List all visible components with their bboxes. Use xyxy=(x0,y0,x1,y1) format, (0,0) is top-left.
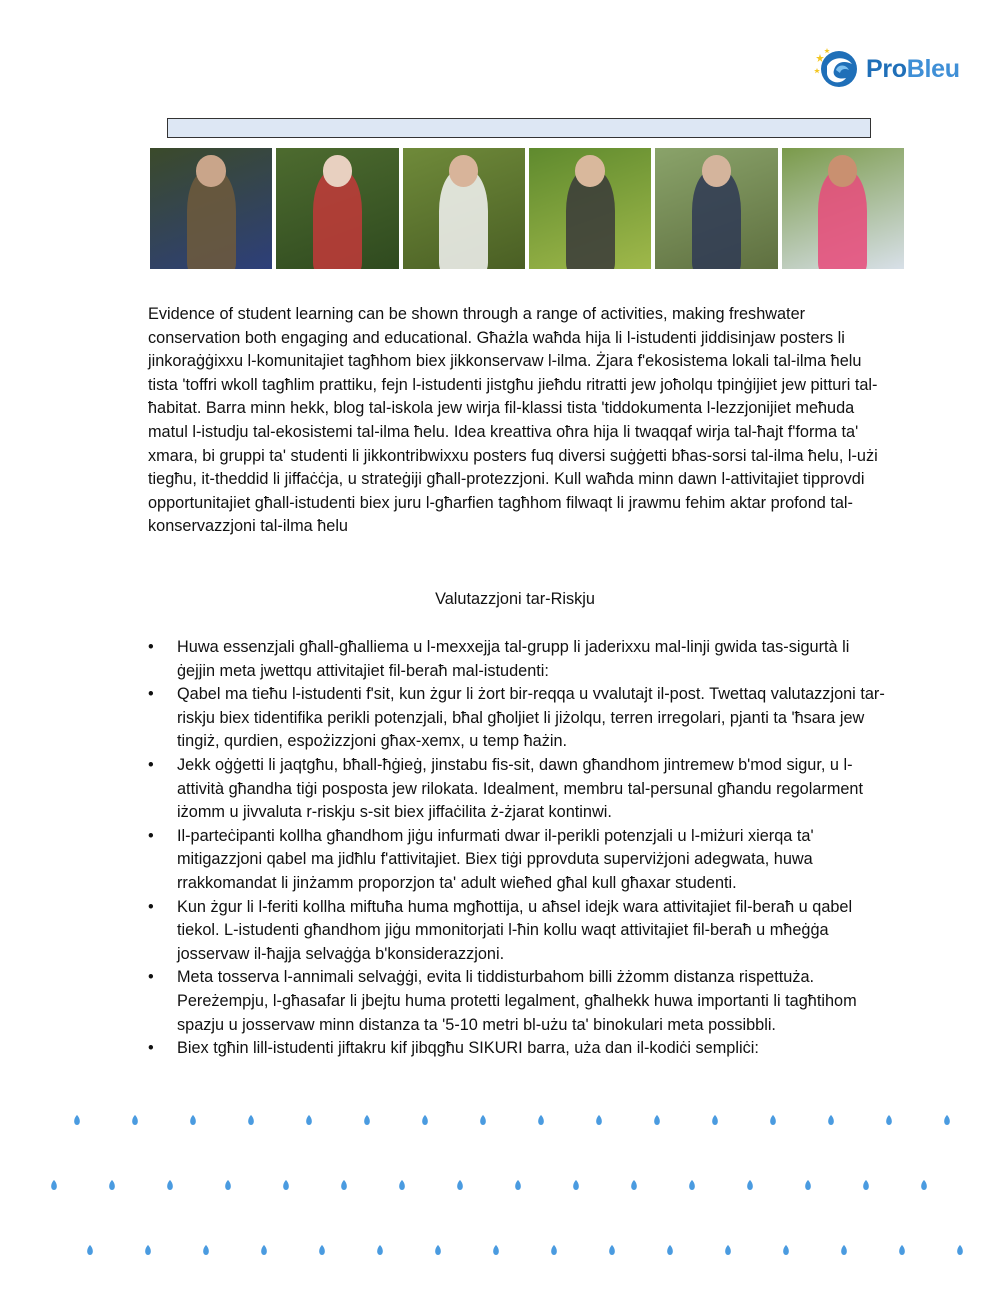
water-drop-icon xyxy=(596,1115,602,1125)
water-drop-icon xyxy=(109,1180,115,1190)
title-bar xyxy=(167,118,871,138)
water-drop-icon xyxy=(689,1180,695,1190)
water-drop-icon xyxy=(306,1115,312,1125)
water-drop-icon xyxy=(631,1180,637,1190)
bullet-text: Qabel ma tieħu l-istudenti f'sit, kun żgur li żort bir-reqqa u vvalutajt il-post. Twettaq valutazzjoni tar-riskju biex tidentifika perikli potenzjali, bħal għoljiet li jiżolqu, terren irregolari, pjanti ta 'ħsara jew tingiż, qurdien, espożizzjoni għax-xemx, u temp ħażin. xyxy=(177,685,885,751)
water-drop-icon xyxy=(899,1245,905,1255)
bullet-text: Huwa essenzjali għall-għalliema u l-mexxejja tal-grupp li jaderixxu mal-linji gwida tas-sigurtà li ġejjin meta jwettqu attivitajiet fil-beraħ mal-istudenti: xyxy=(177,638,850,680)
water-drop-icon xyxy=(841,1245,847,1255)
photo-boy-white-shirt xyxy=(403,148,525,269)
bullet-dot: • xyxy=(148,685,154,704)
water-drop-icon xyxy=(667,1245,673,1255)
water-drop-icon xyxy=(921,1180,927,1190)
water-drop-icon xyxy=(145,1245,151,1255)
water-drop-icon xyxy=(609,1245,615,1255)
water-drop-icon xyxy=(573,1180,579,1190)
water-drop-pattern xyxy=(0,1100,1000,1280)
bullet-text: Meta tosserva l-annimali selvaġġi, evita li tiddisturbahom billi żżomm distanza rispettuża. Pereżempju, l-għasafar li jbejtu huma protetti legalment, għalhekk huwa importanti li tagħtihom spazju u josservaw minn distanza ta '5-10 metri bl-użu ta' binokulari meta possibbli. xyxy=(177,968,857,1034)
water-drop-icon xyxy=(87,1245,93,1255)
water-drop-icon xyxy=(319,1245,325,1255)
water-drop-icon xyxy=(51,1180,57,1190)
water-drop-icon xyxy=(283,1180,289,1190)
water-drop-icon xyxy=(341,1180,347,1190)
bullet-item xyxy=(148,896,888,967)
bullet-item xyxy=(148,683,888,754)
bullet-item xyxy=(148,636,888,683)
water-drop-icon xyxy=(167,1180,173,1190)
photo-face xyxy=(196,155,225,186)
water-drop-icon xyxy=(74,1115,80,1125)
bullet-item xyxy=(148,754,888,825)
water-drop-icon xyxy=(654,1115,660,1125)
photo-girl-jar xyxy=(782,148,904,269)
bullet-text: Jekk oġġetti li jaqtgħu, bħall-ħġieġ, jinstabu fis-sit, dawn għandhom jintremew b'mod sigur, u l-attività għandha tiġi posposta jew rilokata. Idealment, membru tal-persunal għandu regolarment iżomm u jivvaluta r-riskju s-sit biex jiffaċilita ż-żjarat kontinwi. xyxy=(177,755,864,822)
logo-wordmark: ProBleu xyxy=(866,54,960,83)
photo-woman-nature xyxy=(529,148,651,269)
photo-face xyxy=(323,155,352,186)
water-drop-icon xyxy=(364,1115,370,1125)
risk-bullet-list xyxy=(148,636,888,1061)
water-drop-icon xyxy=(944,1115,950,1125)
section-title-risk-assessment: Valutazzjoni tar-Riskju xyxy=(435,590,595,608)
bullet-dot: • xyxy=(148,826,154,845)
photo-hands-worm xyxy=(150,148,272,269)
photo-teacher-students xyxy=(655,148,777,269)
bullet-dot: • xyxy=(148,897,154,916)
water-drop-icon xyxy=(493,1245,499,1255)
water-drop-icon xyxy=(770,1115,776,1125)
water-drop-icon xyxy=(538,1115,544,1125)
water-drop-icon xyxy=(551,1245,557,1255)
water-drop-icon xyxy=(805,1180,811,1190)
water-drop-icon xyxy=(248,1115,254,1125)
bullet-item xyxy=(148,1037,888,1061)
water-drop-icon xyxy=(515,1180,521,1190)
photo-face xyxy=(828,155,857,186)
bullet-dot: • xyxy=(148,1039,154,1058)
water-drop-icon xyxy=(886,1115,892,1125)
water-drop-icon xyxy=(712,1115,718,1125)
water-drop-icon xyxy=(203,1245,209,1255)
probleu-logo xyxy=(814,46,960,92)
bullet-dot: • xyxy=(148,968,154,987)
water-drop-icon xyxy=(457,1180,463,1190)
photo-face xyxy=(575,155,604,186)
photo-face xyxy=(702,155,731,186)
water-drop-icon xyxy=(422,1115,428,1125)
water-drop-icon xyxy=(225,1180,231,1190)
probleu-logo-icon xyxy=(814,46,860,92)
water-drop-icon xyxy=(863,1180,869,1190)
bullet-item xyxy=(148,966,888,1037)
photo-strip xyxy=(150,148,904,269)
bullet-text: Kun żgur li l-feriti kollha miftuħa huma mgħottija, u aħsel idejk wara attivitajiet fil-beraħ u qabel tiekol. L-istudenti għandhom jiġu mmonitorjati l-ħin kollu waqt attivitajiet fil-beraħ u mħeġġa josservaw il-ħajja selvaġġa b'konsiderazzjoni. xyxy=(177,897,853,963)
bullet-text: Biex tgħin lill-istudenti jiftakru kif jibqgħu SIKURI barra, uża dan il-kodiċi sempliċi: xyxy=(177,1039,759,1058)
water-drop-icon xyxy=(132,1115,138,1125)
water-drop-icon xyxy=(725,1245,731,1255)
photo-face xyxy=(449,155,478,186)
water-drop-icon xyxy=(783,1245,789,1255)
bullet-text: Il-parteċipanti kollha għandhom jiġu infurmati dwar il-perikli potenzjali u l-miżuri xierqa ta' mitigazzjoni qabel ma jidħlu f'attivitajiet. Biex tiġi pprovduta superviżjoni adegwata, huwa rrakkomandat li jinżamm proporzjon ta' adult wieħed għal kull għaxar studenti. xyxy=(177,826,814,892)
water-drop-icon xyxy=(828,1115,834,1125)
water-drop-icon xyxy=(480,1115,486,1125)
water-drop-icon xyxy=(377,1245,383,1255)
bullet-item xyxy=(148,825,888,896)
bullet-dot: • xyxy=(148,755,154,774)
water-drop-icon xyxy=(747,1180,753,1190)
water-drop-icon xyxy=(190,1115,196,1125)
water-drop-icon xyxy=(261,1245,267,1255)
intro-paragraph: Evidence of student learning can be shown through a range of activities, making freshwater conservation both engaging and educational. Għażla waħda hija li l-istudenti jiddisinjaw posters li jinkoraġġixxu l-komunitajiet tagħhom biex jikkonservaw l-ilma. Żjara f'ekosistema lokali tal-ilma ħelu tista 'toffri wkoll tagħlim prattiku, fejn l-istudenti jistgħu jieħdu ritratti jew joħolqu tpinġijiet jew pitturi tal-ħabitat. Barra minn hekk, blog tal-iskola jew wirja fil-klassi tista 'tiddokumenta l-lezzjonijiet meħuda matul l-istudju tal-ekosistemi tal-ilma ħelu. Idea kreattiva oħra hija li twaqqaf wirja tal-ħajt f'forma ta' xmara, bi gruppi ta' studenti li jikkontribwixxu posters fuq diversi suġġetti bħas-sorsi tal-ilma ħelu, l-użi tiegħu, it-theddid li jiffaċċja, u strateġiji għall-protezzjoni. Kull waħda minn dawn l-attivitajiet tipprovdi opportunitajiet għall-istudenti biex juru l-għarfien tagħhom filwaqt li jrawmu fehim aktar profond tal-konservazzjoni tal-ilma ħelu xyxy=(148,305,878,536)
water-drop-icon xyxy=(957,1245,963,1255)
bullet-dot: • xyxy=(148,638,154,656)
water-drop-icon xyxy=(399,1180,405,1190)
photo-group-outdoor xyxy=(276,148,398,269)
water-drop-icon xyxy=(435,1245,441,1255)
